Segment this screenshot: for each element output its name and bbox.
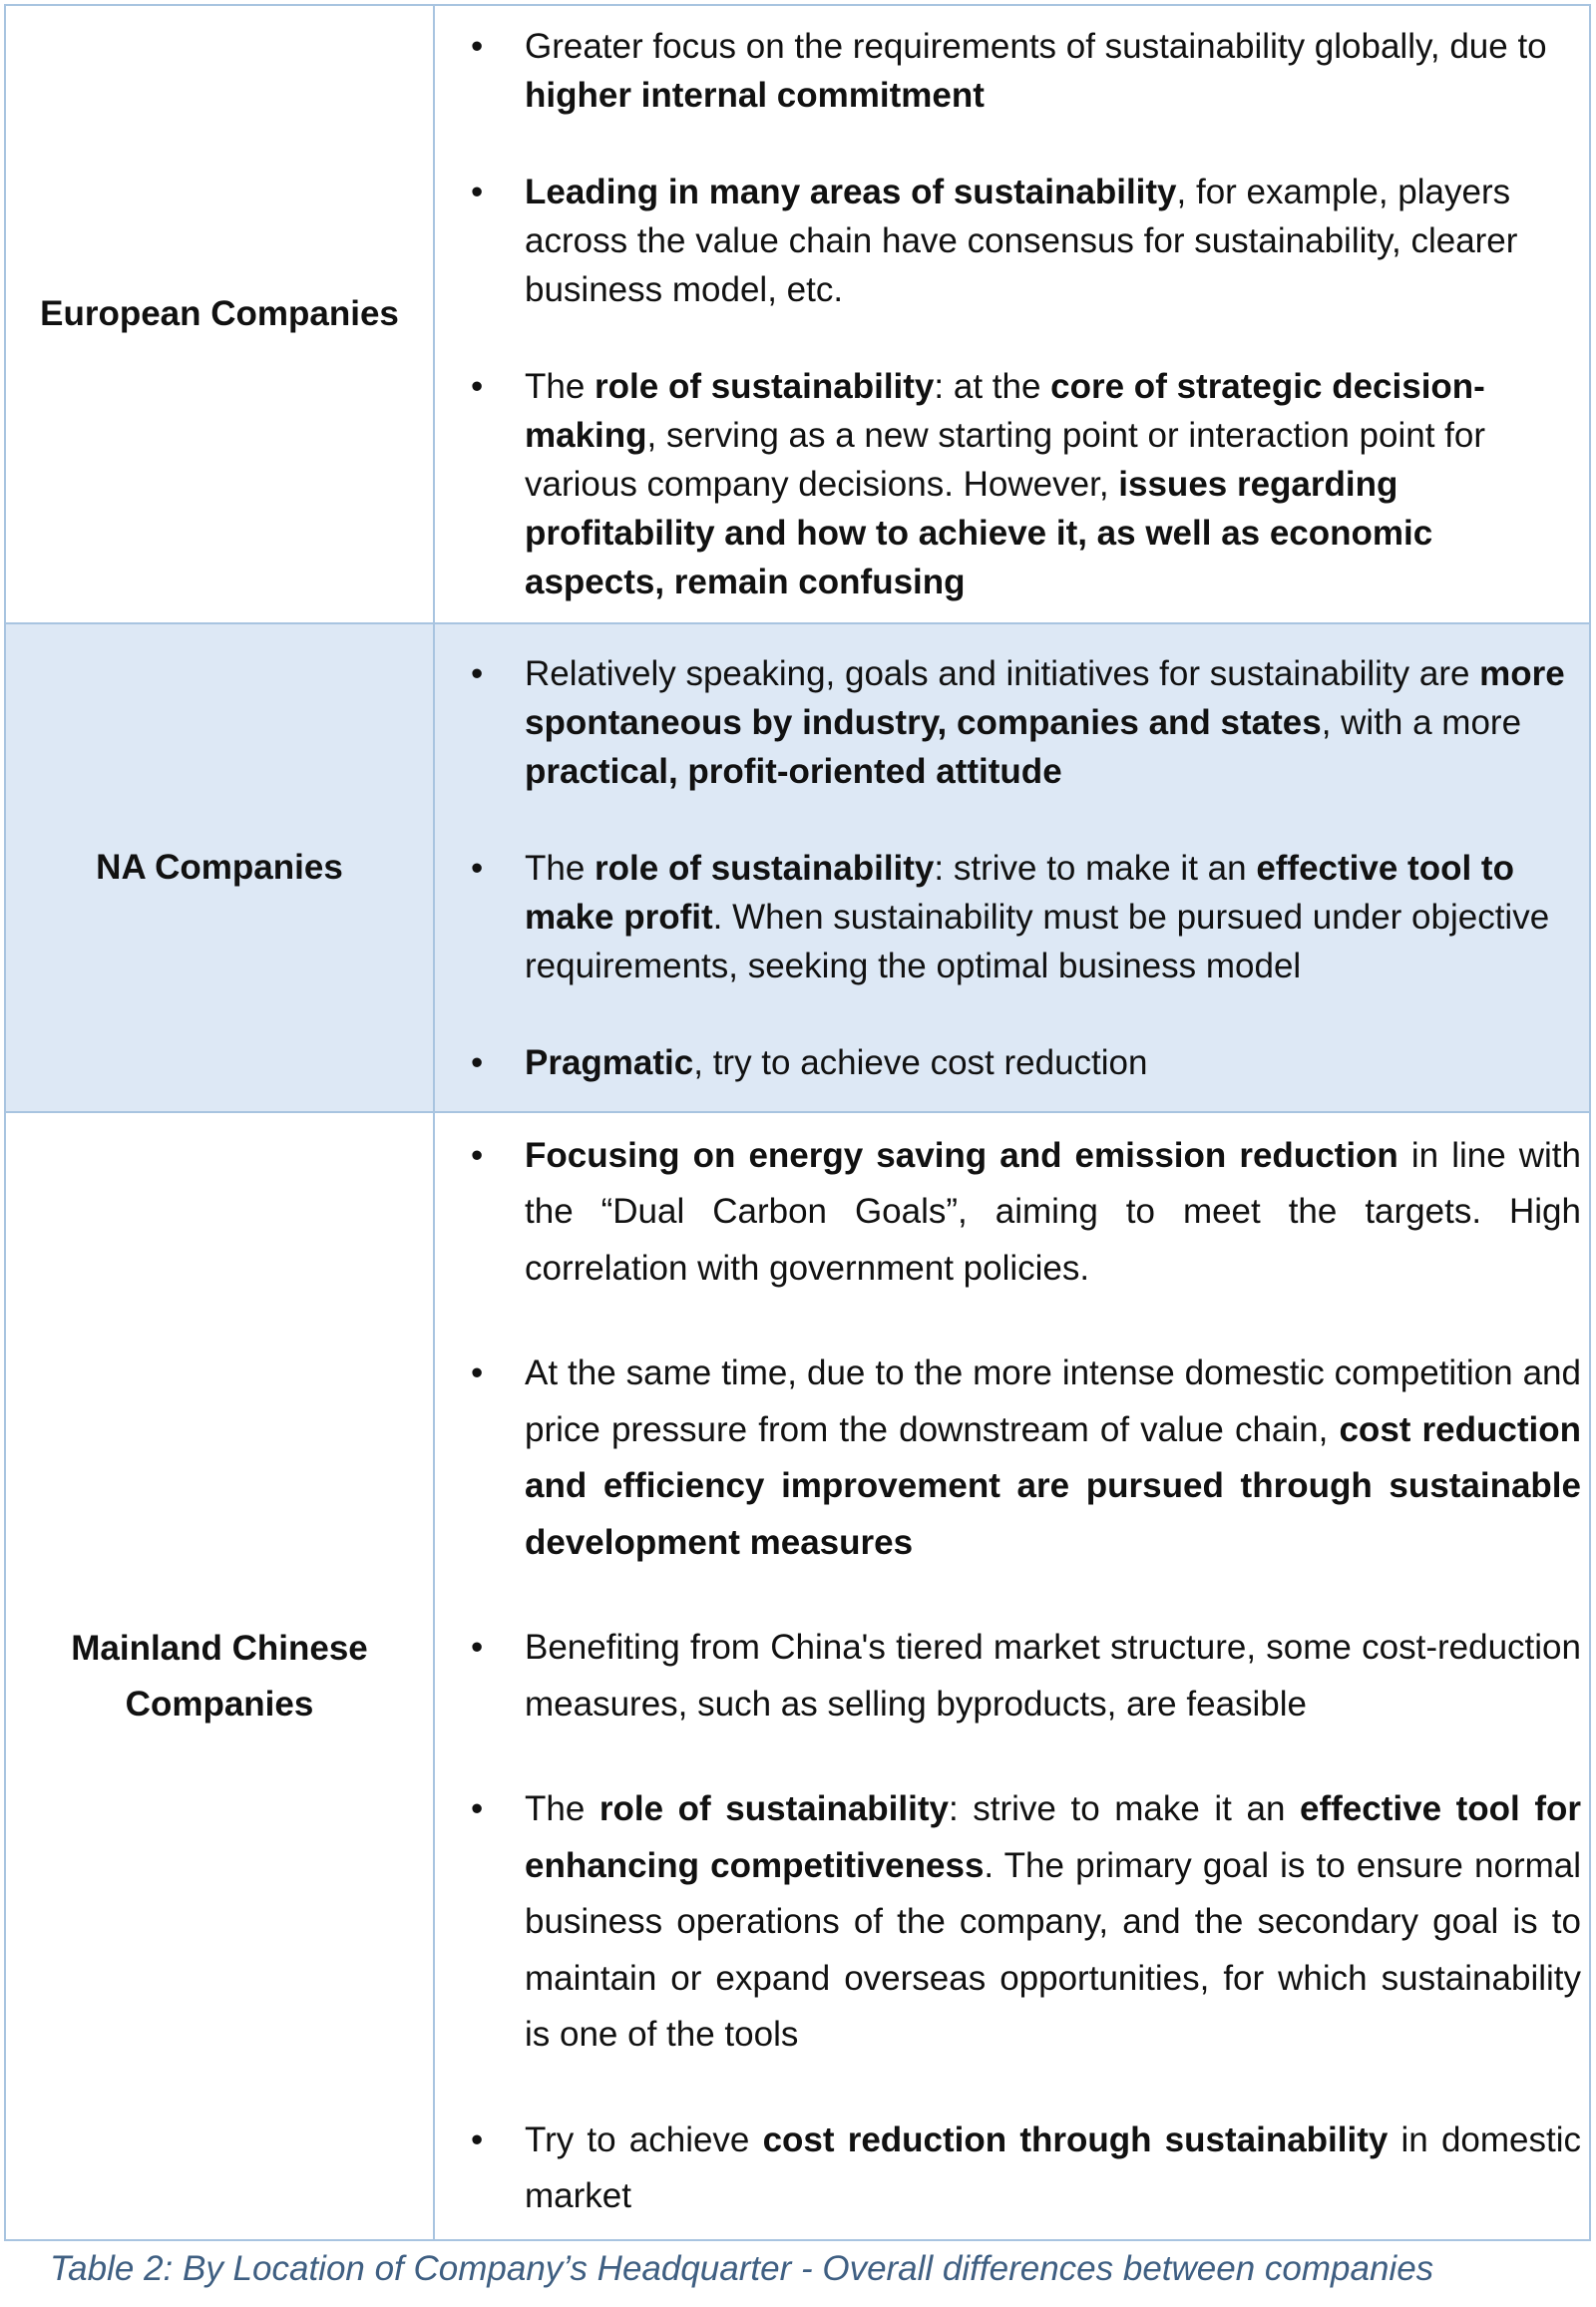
bold-text: issues regarding profitability and how to achieve it, as well as economic aspects, remain confusing bbox=[525, 465, 1433, 601]
text-run: . When sustainability must be pursued under objective requirements, seeking the optimal business model bbox=[525, 897, 1550, 985]
bold-text: Focusing on energy saving and emission reduction bbox=[525, 1135, 1398, 1175]
points-cell bbox=[434, 1112, 1590, 2240]
text-run: At the same time, due to the more intense domestic competition and price pressure from the downstream of value chain, bbox=[525, 1353, 1581, 1449]
bold-text: role of sustainability bbox=[598, 1789, 949, 1828]
text-run: : strive to make it an bbox=[934, 848, 1257, 888]
bold-text: role of sustainability bbox=[595, 367, 935, 406]
table-caption: Table 2: By Location of Company’s Headquarter - Overall differences between companies bbox=[50, 2249, 1434, 2288]
bold-text: cost reduction through sustainability bbox=[762, 2119, 1389, 2159]
bullet-point bbox=[465, 362, 1581, 606]
bold-text: more spontaneous by industry, companies and states bbox=[525, 653, 1565, 742]
bullet-point bbox=[465, 1781, 1581, 2064]
text-run: . The primary goal is to ensure normal business operations of the company, and the secondary goal is to maintain or expand overseas opportunities, for which sustainability is one of the tools bbox=[525, 1845, 1581, 2054]
bold-text: Leading in many areas of sustainability bbox=[525, 173, 1177, 211]
bold-text: role of sustainability bbox=[595, 848, 935, 888]
text-run: , serving as a new starting point or interaction point for various company decisions. However, bbox=[525, 416, 1485, 504]
table-row-european bbox=[5, 5, 1590, 623]
text-run: in line with the “Dual Carbon Goals”, aiming to meet the targets. High correlation with government policies. bbox=[525, 1135, 1581, 1288]
text-run: Try to achieve bbox=[525, 2119, 763, 2159]
text-run: : at the bbox=[934, 367, 1051, 406]
text-run: Relatively speaking, goals and initiatives for sustainability are bbox=[525, 653, 1480, 693]
bullet-point bbox=[465, 1346, 1581, 1571]
text-run: , try to achieve cost reduction bbox=[693, 1042, 1148, 1082]
bullet-point bbox=[465, 2113, 1581, 2225]
points-cell bbox=[434, 623, 1590, 1112]
bullet-point bbox=[465, 844, 1581, 990]
text-run: , for example, players across the value chain have consensus for sustainability, clearer business model, etc. bbox=[525, 173, 1518, 309]
bullet-point bbox=[465, 1620, 1581, 1732]
text-run: The bbox=[525, 367, 596, 406]
bullet-list bbox=[465, 22, 1581, 606]
text-run: , with a more bbox=[1321, 702, 1522, 742]
text-run: : strive to make it an bbox=[948, 1789, 1301, 1828]
bold-text: effective tool for enhancing competitiveness bbox=[525, 1789, 1581, 1885]
text-run: The bbox=[525, 1789, 599, 1828]
bullet-point bbox=[465, 22, 1581, 120]
table-row-na bbox=[5, 623, 1590, 1112]
bold-text: effective tool to make profit bbox=[525, 848, 1514, 937]
bullet-point bbox=[465, 1038, 1581, 1087]
bullet-point bbox=[465, 649, 1581, 796]
text-run: The bbox=[525, 848, 596, 888]
text-run: Benefiting from China's tiered market structure, some cost-reduction measures, such as selling byproducts, are feasible bbox=[525, 1628, 1581, 1724]
bullet-list bbox=[465, 649, 1581, 1087]
bullet-point bbox=[465, 1128, 1581, 1298]
bullet-point bbox=[465, 168, 1581, 314]
bold-text: cost reduction and efficiency improvement are pursued through sustainable development measures bbox=[525, 1409, 1581, 1562]
bold-text: Pragmatic bbox=[525, 1042, 694, 1082]
bold-text: higher internal commitment bbox=[525, 76, 985, 115]
comparison-table bbox=[4, 4, 1591, 2241]
region-label: NA Companies bbox=[5, 623, 434, 1112]
bullet-list bbox=[465, 1128, 1581, 2225]
text-run: Greater focus on the requirements of sustainability globally, due to bbox=[525, 27, 1547, 66]
region-label: Mainland Chinese Companies bbox=[5, 1112, 434, 2240]
table-row-mainland-china bbox=[5, 1112, 1590, 2240]
points-cell bbox=[434, 5, 1590, 623]
text-run: in domestic market bbox=[525, 2119, 1581, 2215]
bold-text: practical, profit-oriented attitude bbox=[525, 751, 1062, 791]
bold-text: core of strategic decision-making bbox=[525, 367, 1485, 455]
region-label: European Companies bbox=[5, 5, 434, 623]
